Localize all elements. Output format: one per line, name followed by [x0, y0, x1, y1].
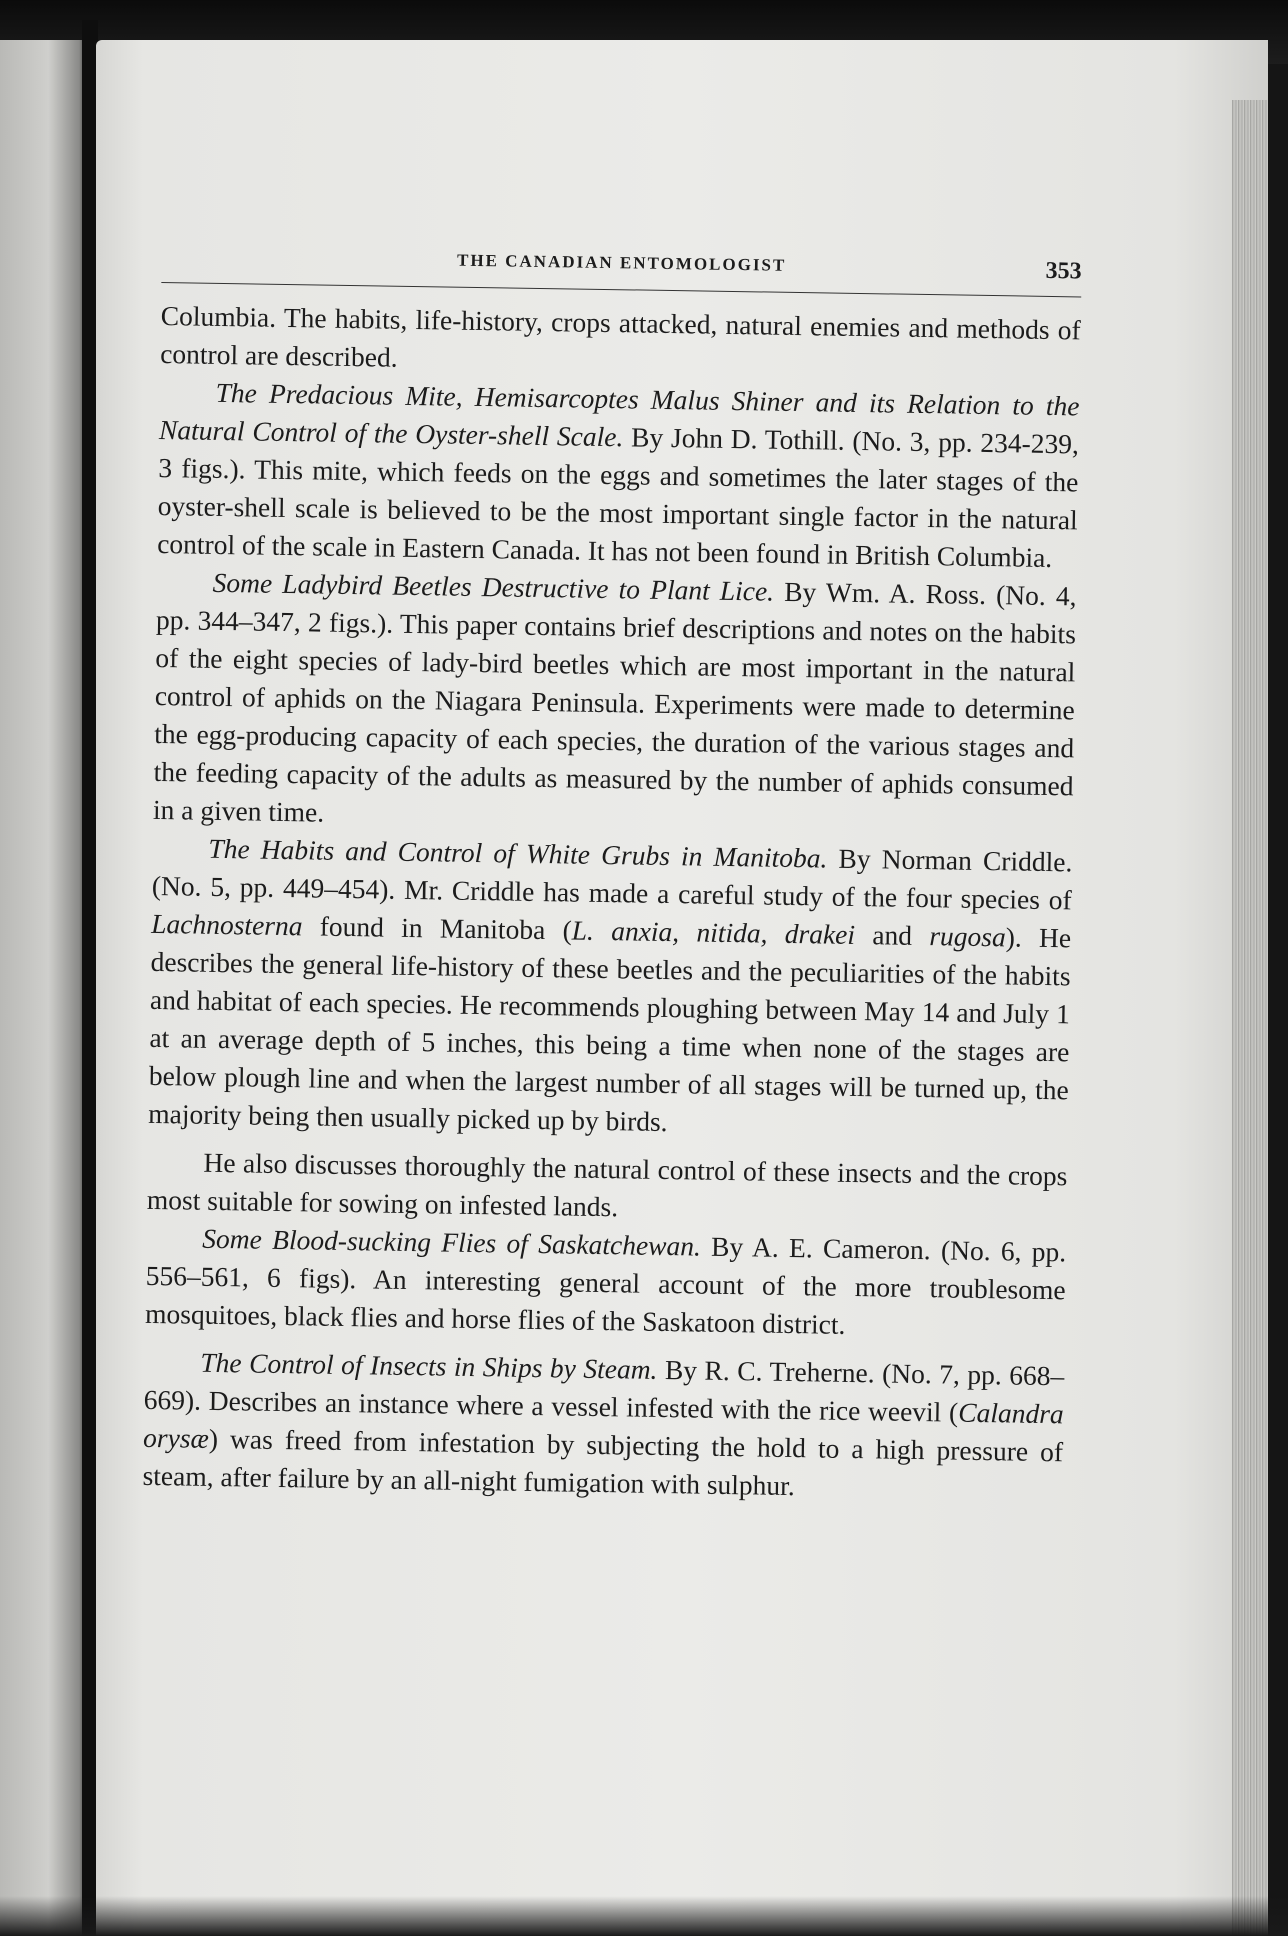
paragraph-text: By A. E. Cameron. (No. 6, pp. 556–561, 6 figs). An interesting general account of the more troublesome mosquitoes, black flies and horse flies of the Saskatoon district.: [144, 1230, 1067, 1340]
paragraph-text: Columbia. The habits, life-history, crops attacked, natural enemies and methods of control are described.: [159, 299, 1081, 373]
species-name: Calandra orysæ: [142, 1396, 1064, 1454]
bottom-shadow: [0, 1896, 1288, 1936]
paragraph-white-grubs: [148, 829, 1073, 1147]
page-stack-edge: [1232, 100, 1268, 1936]
paragraph-text: ) was freed from infestation by subjecting the hold to a high pressure of steam, after failure by an all-night fumigation with sulphur.: [142, 1422, 1064, 1502]
paragraph-natural-control: [147, 1143, 1068, 1233]
paragraph-text: found in Manitoba (: [319, 910, 573, 946]
facing-page-edge: [0, 40, 88, 1936]
genus-name: Lachnosterna: [151, 907, 303, 942]
paragraph-continuation: [160, 297, 1081, 387]
running-title: THE CANADIAN ENTOMOLOGIST: [456, 250, 787, 275]
paragraph-predacious-mite: [157, 373, 1080, 577]
paragraph-text: ). He describes the general life-history of these beetles and the peculiarities of the habits and habitat of each species. He recommends ploughing between May 14 and July 1 at an average depth of 5 inches, this being a time when none of the stages are below plough line and when the largest number of all stages will be turned up, the majority being then usually picked up by birds.: [148, 921, 1072, 1138]
paragraph-text: By Wm. A. Ross. (No. 4, pp. 344–347, 2 figs.). This paper contains brief descriptions and notes on the habits of the eight species of lady-bird beetles which are most important in the natural control of aphids on the Niagara Peninsula. Experiments were made to determine the egg-producing capacity of each species, the duration of the various stages and the feeding capacity of the adults as measured by the number of aphids consumed in a given time.: [152, 575, 1077, 828]
article-title: The Habits and Control of White Grubs in Manitoba.: [208, 832, 828, 874]
paragraph-text: By Norman Criddle. (No. 5, pp. 449–454). Mr. Criddle has made a careful study of the four species of: [151, 842, 1073, 916]
page-content: [142, 240, 1082, 1509]
article-title: The Predacious Mite, Hemisarcoptes Malus Shiner and its Relation to the Natural Control of the Oyster-shell Scale.: [158, 376, 1080, 453]
paragraph-text: and: [872, 919, 913, 951]
page-number: 353: [1045, 257, 1082, 285]
species-names: L. anxia, nitida, drakei: [571, 914, 856, 950]
paragraph-text: By R. C. Treherne. (No. 7, pp. 668–669). Describes an instance where a vessel infested with the rice weevil (: [143, 1354, 1065, 1428]
paragraph-blood-sucking-flies: [145, 1219, 1067, 1347]
body-text: [142, 297, 1081, 1509]
paragraph-ladybird-beetles: [153, 563, 1077, 843]
article-title: The Control of Insects in Ships by Steam.: [200, 1346, 658, 1385]
article-title: Some Ladybird Beetles Destructive to Plant Lice.: [212, 566, 775, 607]
species-name: rugosa: [929, 920, 1006, 953]
paragraph-text: He also discusses thoroughly the natural control of these insects and the crops most suitable for sowing on infested lands.: [146, 1146, 1068, 1223]
article-title: Some Blood-sucking Flies of Saskatchewan.: [202, 1222, 702, 1262]
paragraph-text: By John D. Tothill. (No. 3, pp. 234-239, 3 figs.). This mite, which feeds on the eggs and sometimes the later stages of the oyster-shell scale is believed to be the most important single factor in the natural control of the scale in Eastern Canada. It has not been found in British Columbia.: [156, 421, 1080, 574]
paragraph-ships-steam: [142, 1343, 1064, 1509]
